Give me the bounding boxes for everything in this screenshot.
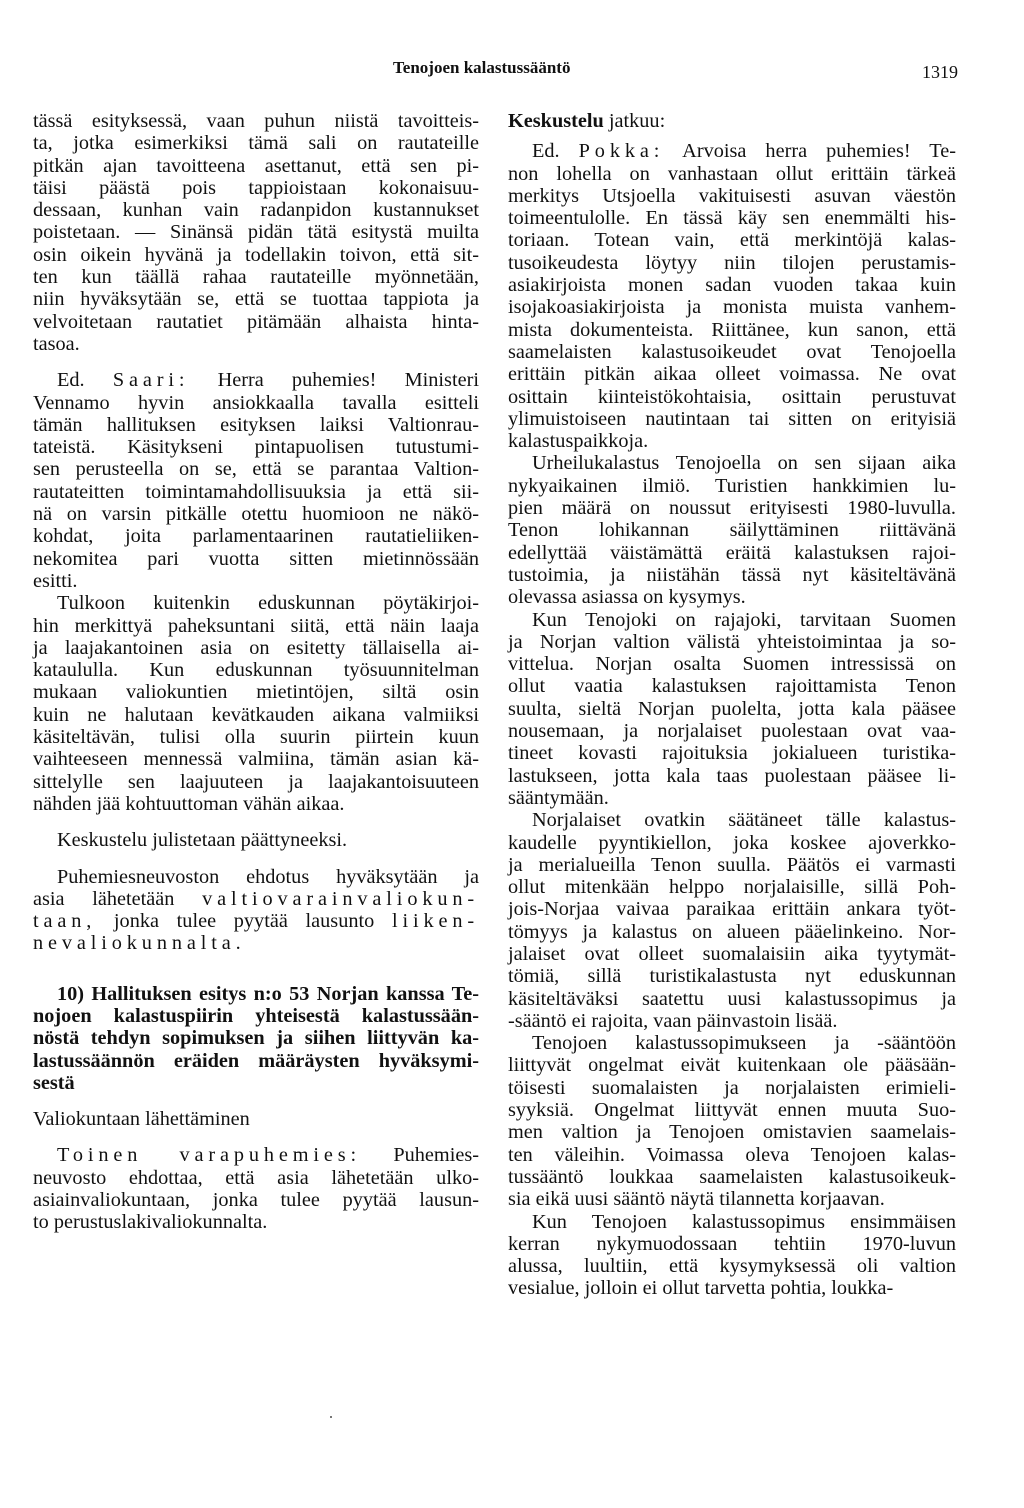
text-line: tusoikeudesta löytyy niin tilojen perustamis- xyxy=(508,251,956,274)
text-line: pien määrä on noussut erityisesti 1980-luvulla. xyxy=(508,497,956,520)
text-line: asiainvaliokuntaan, jonka tulee pyytää lausun- xyxy=(33,1189,479,1212)
text-line: hin merkittyä paheksuntani siitä, että näin laaja xyxy=(33,614,479,637)
speech-opening: Ed. Pokka: Arvoisa herra puhemies! Te- xyxy=(532,140,957,163)
text-line: ten kun täällä rahaa rautateille myönnetään, xyxy=(33,266,479,289)
text-line: tömyys ja kalastus on alueen pääelinkeino. Nor- xyxy=(508,920,956,943)
paragraph xyxy=(33,592,479,815)
text-line: Norjalaiset ovatkin säätäneet tälle kalastus- xyxy=(532,809,956,832)
decision-line: taan, jonka tulee pyytää lausunto liiken- xyxy=(33,910,479,933)
text-line: Kun Tenojoen kalastussopimus ensimmäisen xyxy=(532,1210,956,1233)
text-line: kaudelle pyyntikiellon, joka koskee ajoverkko- xyxy=(508,831,956,854)
speech-opening: Ed. Saari: Herra puhemies! Ministeri xyxy=(57,369,479,392)
text-line: nojoen kalastuspiirin yhteisestä kalastussään- xyxy=(33,1004,479,1027)
right-column xyxy=(508,110,956,1300)
paragraph xyxy=(508,163,956,453)
agenda-item-heading xyxy=(33,983,479,1094)
text-line: ollut mitenkään helppo norjalaisille, sillä Poh- xyxy=(508,876,956,899)
decision-line: nevaliokunnalta. xyxy=(33,932,246,955)
text-line: toriaan. Totean vain, että merkintöjä kalas- xyxy=(508,229,956,252)
text-line: tässä esityksessä, vaan puhun niistä tavoitteis- xyxy=(33,110,479,132)
text-line: Tenon lohikannan säilyttäminen riittävänä xyxy=(508,519,956,542)
text-line: käsiteltävän, tulisi olla suurin piirtein kuun xyxy=(33,726,479,749)
text-line: lastussäännön eräiden määräysten hyväksymi- xyxy=(33,1049,479,1072)
text-line: Tulkoon kuitenkin eduskunnan pöytäkirjoi- xyxy=(57,592,479,615)
paragraph xyxy=(33,1167,479,1234)
text-line: tasoa. xyxy=(33,332,80,355)
text-line: mista dokumenteista. Riittänee, kun sanon, että xyxy=(508,318,956,341)
paragraph xyxy=(508,1032,956,1210)
text-line: ten väleihin. Voimassa oleva Tenojoen kalas- xyxy=(508,1143,956,1166)
text-line: ylimuistoiseen nautintaan tai sitten on erityisiä xyxy=(508,407,956,430)
text-line: ja merialueilla Tenon suulla. Päätös ei varmasti xyxy=(508,853,956,876)
text-line: jalaiset ovat olleet suomalaisiin aika tyytymät- xyxy=(508,942,956,965)
text-line: nöstä tehdyn sopimuksen ja siihen liittyvän ka- xyxy=(33,1027,479,1050)
text-line: alussa, luultiin, että kysymyksessä oli valtion xyxy=(508,1255,956,1278)
text-line: nousemaan, ja norjalaiset puolestaan ovat vaa- xyxy=(508,720,956,743)
text-line: töisesti suomalaisten ja norjalaisten erimieli- xyxy=(508,1076,956,1099)
text-line: -sääntö ei rajoita, vaan päinvastoin lisää. xyxy=(508,1009,838,1032)
decision-line: asia lähetetään valtiovarainvaliokun- xyxy=(33,887,479,910)
text-line: sen perusteella on se, että se parantaa Valtion- xyxy=(33,458,479,481)
print-speck xyxy=(330,1416,332,1418)
text-line: sia eikä uusi sääntö näytä tilannetta korjaavan. xyxy=(508,1188,885,1211)
text-line: pitkän ajan tavoitteena asettanut, että sen pi- xyxy=(33,154,479,177)
text-line: täisi päästä pois tappioistaan kokonaisuu- xyxy=(33,176,479,199)
text-line: suulta, sieltä Norjan puolelta, jotta kala pääsee xyxy=(508,697,956,720)
paragraph xyxy=(33,110,479,355)
text-line: rautateitten toimintamahdollisuuksia ja että sii- xyxy=(33,480,479,503)
text-line: erittäin pitkän aikaa olleet voimassa. Ne ovat xyxy=(508,363,956,386)
text-line: kuin ne halutaan kevätkauden aikana valmiiksi xyxy=(33,703,479,726)
text-line: to perustuslakivaliokunnalta. xyxy=(33,1211,268,1234)
text-line: kerran nykymuodossaan tehtiin 1970-luvun xyxy=(508,1232,956,1255)
subheading: Valiokuntaan lähettäminen xyxy=(33,1108,250,1131)
text-line: non lohella on vanhastaan ollut erittäin tärkeä xyxy=(508,162,956,185)
running-header-title: Tenojoen kalastussääntö xyxy=(393,58,571,77)
page-number: 1319 xyxy=(922,62,958,82)
text-line: men valtion ja Tenojoen omistavien saamelais- xyxy=(508,1121,956,1144)
closing-statement: Keskustelu julistetaan päättyneeksi. xyxy=(57,829,348,852)
text-line: mukaan valiokuntien mietintöjen, siltä osin xyxy=(33,681,479,704)
text-line: Kun Tenojoki on rajajoki, tarvitaan Suomen xyxy=(532,608,956,631)
paragraph xyxy=(508,1211,956,1300)
speaker-name: Saari: xyxy=(112,369,190,392)
paragraph xyxy=(508,809,956,1032)
text-line: tineet kovasti rajoituksia jokialueen turistika- xyxy=(508,742,956,765)
text-line: neuvosto ehdottaa, että asia lähetetään ulko- xyxy=(33,1166,479,1189)
text-line: merkitys Utsjoella vakituisesti asuvan väestön xyxy=(508,184,956,207)
text-line: ja laajakantoinen asia on esitetty tällaisella ai- xyxy=(33,636,479,659)
text-line: sestä xyxy=(33,1071,75,1094)
text-line: syyksiä. Ongelmat liittyvät ennen muuta Suo- xyxy=(508,1099,956,1122)
text-line: tustoimia, ja niistähän tässä nyt käsiteltävänä xyxy=(508,563,956,586)
speech-opening: Toinen varapuhemies: Puhemies- xyxy=(57,1144,479,1167)
text-line: jois-Norjaa vaivaa paraikaa erittäin ankara työt- xyxy=(508,898,956,921)
text-line: niin hyväksytään se, että se tuottaa tappiota ja xyxy=(33,288,479,311)
text-line: Tenojoen kalastussopimukseen ja -sääntöön xyxy=(532,1032,956,1055)
text-line: asiakirjoista monen sadan vuoden takaa kuin xyxy=(508,274,956,297)
text-line: ta, jotka esimerkiksi tämä sali on rautateille xyxy=(33,132,479,155)
text-line: sääntymään. xyxy=(508,786,609,809)
text-line: sittelylle sen laajuuteen ja laajakantoisuuteen xyxy=(33,770,479,793)
text-line: nekomitea pari vuotta sitten mietinnössään xyxy=(33,547,479,570)
paragraph xyxy=(508,452,956,608)
text-line: tämän hallituksen esityksen laiksi Valtionrau- xyxy=(33,413,479,436)
text-line: liittyvät ongelmat eivät kuitenkaan ole pääsään- xyxy=(508,1054,956,1077)
text-line: osittain kiinteistökohtaisia, osittain perustuvat xyxy=(508,385,956,408)
text-line: vittelua. Norjan osalta Suomen intressissä on xyxy=(508,653,956,676)
text-line: osin oikein hyvänä ja todellakin toivon, että sit- xyxy=(33,243,479,266)
text-line: olevassa asiassa on kysymys. xyxy=(508,586,746,609)
text-line: nykyaikainen ilmiö. Turistien hankkimien lu- xyxy=(508,474,956,497)
text-line: tussääntö loukkaa saamelaisten kalastusoikeuk- xyxy=(508,1165,956,1188)
speaker-name: Toinen varapuhemies: xyxy=(57,1144,362,1167)
text-line: toimeentulolle. En tässä käy sen enemmälti his- xyxy=(508,207,956,230)
text-line: ollut vaatia kalastuksen rajoittamista Tenon xyxy=(508,675,956,698)
text-line: saamelaisten kalastusoikeudet ovat Tenojoella xyxy=(508,340,956,363)
text-line: dessaan, kunhan vain radanpidon kustannukset xyxy=(33,199,479,222)
text-line: ja Norjan valtion välistä yhteistoimintaa ja so- xyxy=(508,630,956,653)
text-line: edellyttää väistämättä eräitä kalastuksen rajoi- xyxy=(508,541,956,564)
text-line: nä on varsin pitkälle otettu huomioon ne näkö- xyxy=(33,503,479,526)
left-column xyxy=(33,110,479,1234)
text-line: nähden jää kohtuuttoman vähän aikaa. xyxy=(33,792,345,815)
text-line: 10) Hallituksen esitys n:o 53 Norjan kanssa Te- xyxy=(57,982,479,1005)
text-line: vesialue, jolloin ei ollut tarvetta pohtia, loukka- xyxy=(508,1277,894,1300)
text-line: Vennamo hyvin ansiokkaalla tavalla esitteli xyxy=(33,391,479,414)
text-line: vaihteeseen mennessä valmiina, tämän asian kä- xyxy=(33,748,479,771)
paragraph xyxy=(33,392,479,593)
text-line: tateistä. Käsitykseni pintapuolisen tutustumi- xyxy=(33,436,479,459)
text-line: Urheilukalastus Tenojoella on sen sijaan aika xyxy=(532,452,956,475)
discussion-continues: Keskustelu jatkuu: xyxy=(508,110,666,132)
text-line: poistetaan. — Sinänsä pidän tätä esitystä muilta xyxy=(33,221,479,244)
text-line: kataululla. Kun eduskunnan työsuunnitelman xyxy=(33,659,479,682)
text-line: isojakoasiakirjoista ja monista muista vanhem- xyxy=(508,296,956,319)
text-line: velvoitetaan rautatiet pitämään alhaista hinta- xyxy=(33,310,479,333)
text-line: kalastuspaikkoja. xyxy=(508,430,649,453)
text-line: käsiteltäväksi saatettu uusi kalastussopimus ja xyxy=(508,987,956,1010)
text-line: kohdat, joita parlamentaarinen rautatieliiken- xyxy=(33,525,479,548)
paragraph xyxy=(508,609,956,810)
text-line: lastukseen, jotta kala taas puolestaan pääsee li- xyxy=(508,764,956,787)
text-line: esitti. xyxy=(33,569,78,592)
speaker-name: Pokka: xyxy=(578,140,665,163)
decision-line: Puhemiesneuvoston ehdotus hyväksytään ja xyxy=(57,865,479,888)
text-line: tömiä, sillä turistikalastusta nyt eduskunnan xyxy=(508,965,956,988)
